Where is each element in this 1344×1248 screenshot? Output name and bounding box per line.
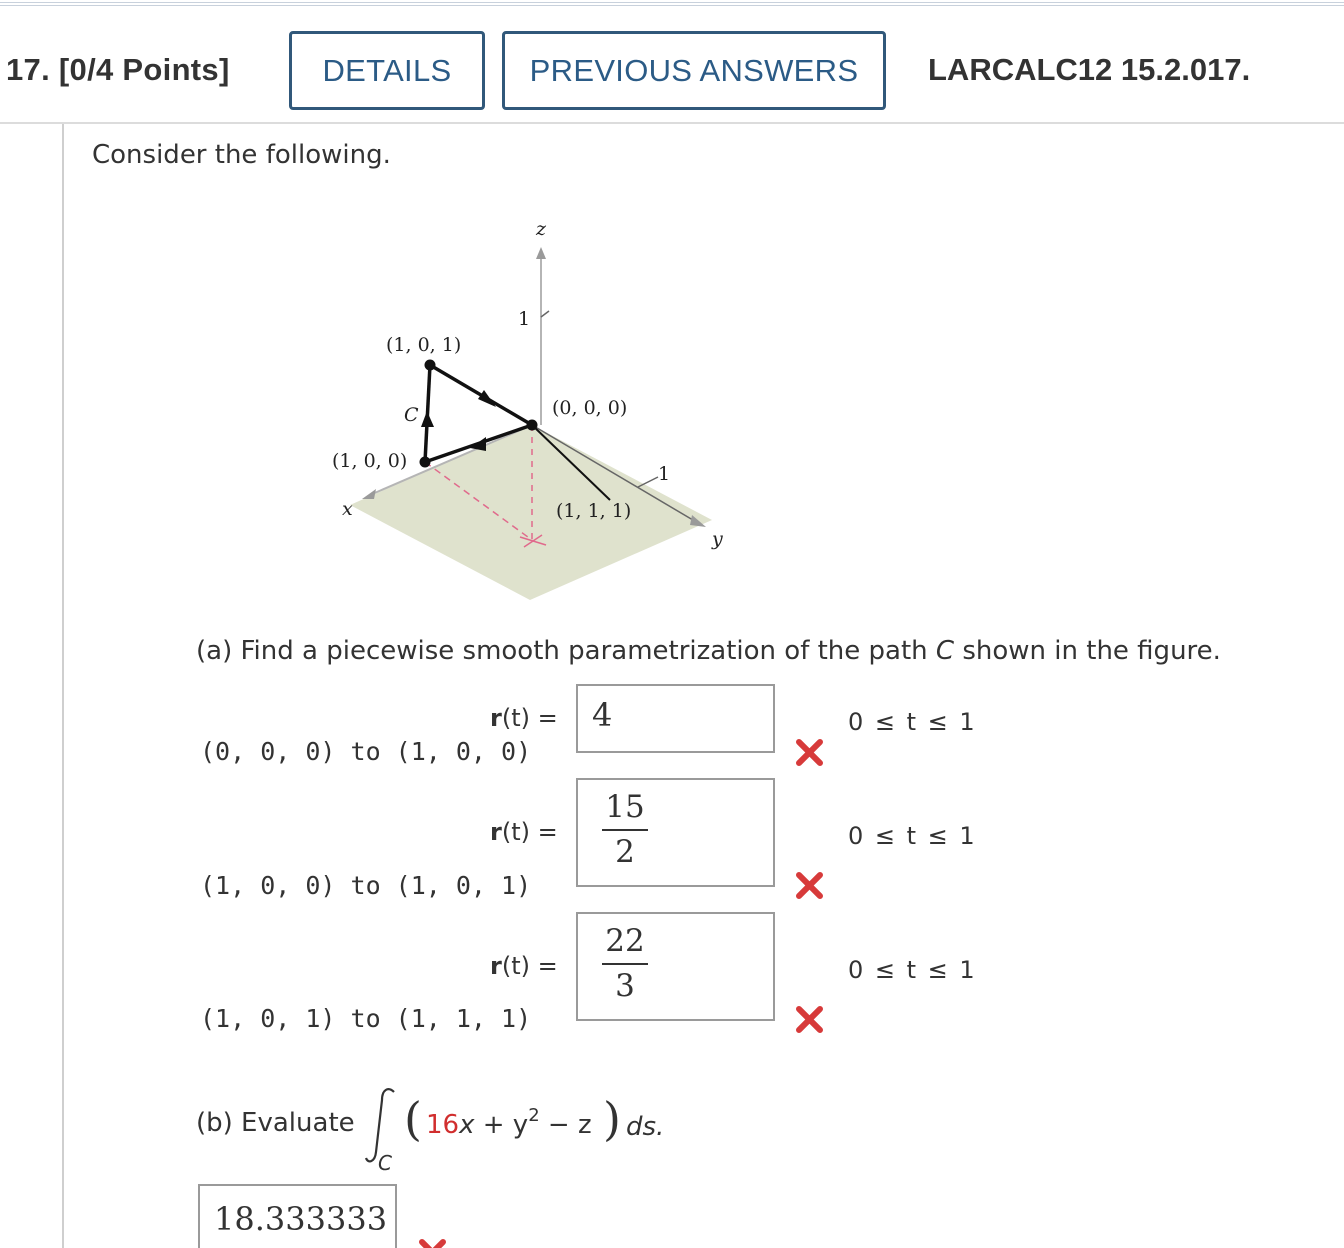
x-axis-label: x [342,498,353,520]
problem-code: LARCALC12 15.2.017. [928,52,1251,87]
range-label-1: 0 ≤ t ≤ 1 [848,708,977,736]
point-111-label: (1, 1, 1) [556,500,632,522]
segment-label-1: (0, 0, 0) to (1, 0, 0) [200,737,532,766]
close-paren: ) [603,1092,621,1146]
segment-label-3: (1, 0, 1) to (1, 1, 1) [200,1004,532,1033]
point-101-label: (1, 0, 1) [386,334,462,356]
answer-input-3[interactable] [576,912,775,1021]
range-label-2: 0 ≤ t ≤ 1 [848,822,977,850]
r-label-1: r(t) = [490,704,558,732]
path-figure [320,215,760,605]
question-header [0,6,1344,124]
r-label-3: r(t) = [490,952,558,980]
intro-text: Consider the following. [92,140,391,170]
part-b-prompt: (b) Evaluate [196,1108,355,1138]
answer-input-2[interactable] [576,778,775,887]
part-a-prompt: (a) Find a piecewise smooth parametrization of the path C shown in the figure. [196,636,1221,666]
z-axis-label: z [536,218,547,240]
answer-input-b[interactable]: 18.333333 [198,1184,397,1248]
incorrect-icon [795,871,824,900]
x-axis-arrow [362,489,376,499]
segment-2-arrow [421,411,434,427]
ds-label: ds. [626,1112,665,1142]
segment-3-arrow [478,390,496,407]
incorrect-icon [418,1238,447,1248]
point-100-dot [420,457,431,468]
question-number: 17. [0/4 Points] [6,52,230,87]
point-100-label: (1, 0, 0) [332,450,408,472]
y-tick-label: 1 [658,463,671,485]
z-tick-label: 1 [518,308,531,330]
integrand: $16x + y^2 - z$ [426,1105,592,1140]
range-label-3: 0 ≤ t ≤ 1 [848,956,977,984]
incorrect-icon [795,738,824,767]
curve-c-label: C [404,404,419,426]
fraction-answer-2: 15 2 [602,792,648,868]
segment-label-2: (1, 0, 0) to (1, 0, 1) [200,871,532,900]
y-axis-label: y [712,528,723,550]
point-000-label: (0, 0, 0) [552,397,628,419]
point-101-dot [425,360,436,371]
question-left-border [62,124,64,1248]
answer-input-1[interactable]: 4 [576,684,775,753]
incorrect-icon [795,1005,824,1034]
z-tick [541,311,549,317]
y-tick [638,477,658,487]
open-paren: ( [404,1092,422,1146]
fraction-answer-3: 22 3 [602,926,648,1002]
svg-text:C: C [378,1151,392,1175]
point-000-dot [527,420,538,431]
r-label-2: r(t) = [490,818,558,846]
z-axis-arrow [536,247,546,259]
previous-answers-button[interactable]: PREVIOUS ANSWERS [502,31,886,110]
details-button[interactable]: DETAILS [289,31,485,110]
